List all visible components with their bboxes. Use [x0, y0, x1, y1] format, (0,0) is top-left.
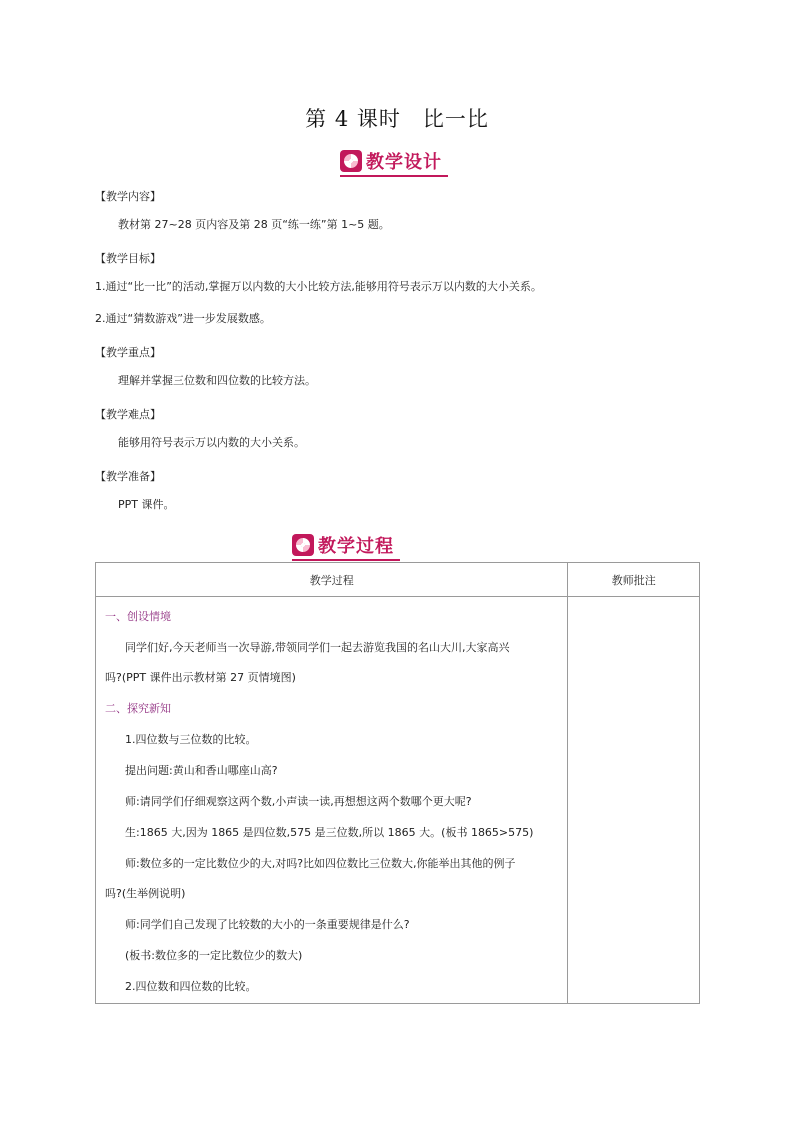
lesson-name: 比一比 — [422, 107, 489, 131]
text-line: 师:数位多的一定比数位少的大,对吗?比如四位数比三位数大,你能举出其他的例子 — [125, 857, 516, 870]
table-row — [96, 597, 700, 1004]
prep-text: PPT 课件。 — [118, 498, 175, 511]
page-title — [0, 103, 794, 133]
banner-teaching-process — [292, 532, 394, 558]
goal-2: 2.通过“猜数游戏”进一步发展数感。 — [95, 312, 271, 325]
process-cell — [96, 597, 568, 1004]
teaching-process-table — [95, 562, 700, 1004]
difficulty-text: 能够用符号表示万以内数的大小关系。 — [118, 436, 305, 449]
pinwheel-icon — [340, 150, 362, 172]
goals-heading: 【教学目标】 — [95, 252, 161, 265]
banner-underline — [292, 559, 400, 561]
text-line: 2.四位数和四位数的比较。 — [125, 980, 257, 993]
lesson-number: 第 4 课时 — [305, 107, 401, 131]
text-line: 师:请同学们仔细观察这两个数,小声读一读,再想想这两个数哪个更大呢? — [125, 795, 472, 808]
section-heading-situation: 一、创设情境 — [105, 610, 171, 623]
difficulty-heading: 【教学难点】 — [95, 408, 161, 421]
text-line: 提出问题:黄山和香山哪座山高? — [125, 764, 278, 777]
text-line: 吗?(PPT 课件出示教材第 27 页情境图) — [105, 671, 296, 684]
section-heading-explore: 二、探究新知 — [105, 702, 171, 715]
text-line: 1.四位数与三位数的比较。 — [125, 733, 257, 746]
goal-1: 1.通过“比一比”的活动,掌握万以内数的大小比较方法,能够用符号表示万以内数的大小关系。 — [95, 280, 542, 293]
banner-design-label: 教学设计 — [366, 152, 442, 173]
column-header-notes: 教师批注 — [568, 563, 700, 597]
text-line: 吗?(生举例说明) — [105, 887, 186, 900]
banner-process-label: 教学过程 — [318, 536, 394, 557]
table-header-row — [96, 563, 700, 597]
content-text: 教材第 27~28 页内容及第 28 页“练一练”第 1~5 题。 — [118, 218, 390, 231]
key-heading: 【教学重点】 — [95, 346, 161, 359]
prep-heading: 【教学准备】 — [95, 470, 161, 483]
text-line: 生:1865 大,因为 1865 是四位数,575 是三位数,所以 1865 大。(板书 1865>575) — [125, 826, 534, 839]
pinwheel-icon — [292, 534, 314, 556]
notes-cell[interactable] — [568, 597, 700, 1004]
banner-teaching-design — [340, 148, 442, 174]
content-heading: 【教学内容】 — [95, 190, 161, 203]
text-line: 同学们好,今天老师当一次导游,带领同学们一起去游览我国的名山大川,大家高兴 — [125, 641, 510, 654]
text-line: (板书:数位多的一定比数位少的数大) — [125, 949, 303, 962]
column-header-process: 教学过程 — [96, 563, 568, 597]
key-text: 理解并掌握三位数和四位数的比较方法。 — [118, 374, 316, 387]
banner-underline — [340, 175, 448, 177]
text-line: 师:同学们自己发现了比较数的大小的一条重要规律是什么? — [125, 918, 410, 931]
